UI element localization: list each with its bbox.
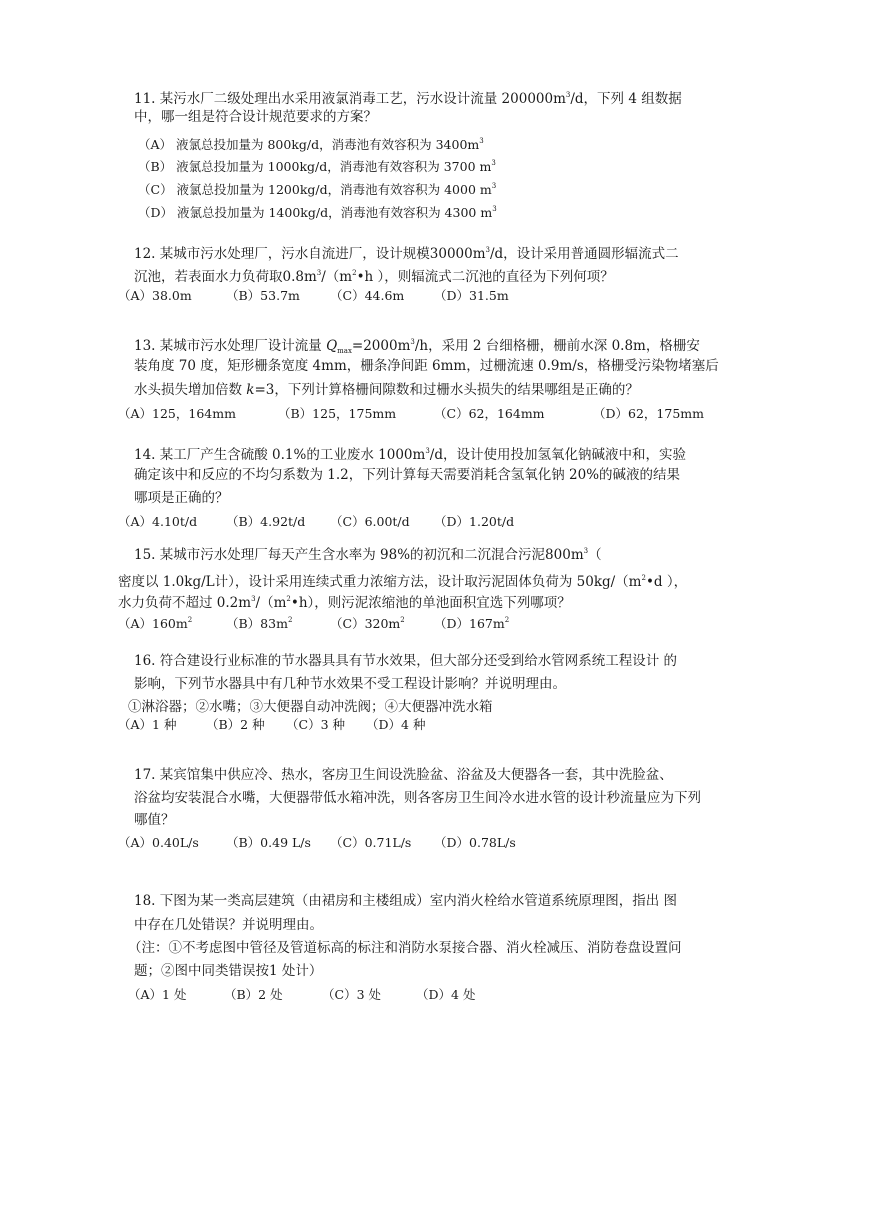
q14-line-3: 哪项是正确的？	[134, 490, 229, 506]
q12-option-a: （A）38.0m	[118, 288, 192, 303]
q16-options	[118, 716, 425, 734]
q14-option-c: （C）6.00t/d	[330, 514, 410, 529]
q16-line-2: 影响，下列节水器具中有几种节水效果不受工程设计影响？并说明理由。	[134, 676, 566, 692]
q14-option-d: （D）1.20t/d	[434, 514, 515, 529]
q15-option-a: $(A)160m^2$	[118, 616, 193, 631]
q11-option-d: （D） 液氯总投加量为 1400kg/d，消毒池有效容积为 4300 $m^3$	[138, 205, 497, 220]
q15-option-c: $(C)320m^2$	[330, 616, 405, 631]
q13-line-3: 水头损失增加倍数 k=3，下列计算格栅间隙数和过栅水头损失的结果哪组是正确的？	[134, 382, 639, 398]
q17-option-b: （B）0.49 L/s	[226, 835, 311, 850]
q15-line-2: 密度以 1.0kg/L计），设计采用连续式重力浓缩方法，设计取污泥固体负荷为 $50kg/(m^2•d$ ），	[118, 574, 688, 590]
q12-options	[118, 287, 509, 305]
q17-line-1: 17. 某宾馆集中供应冷、热水，客房卫生间设洗脸盆、浴盆及大便器各一套，其中洗脸盆、	[134, 767, 673, 783]
q16-option-d: （D）4 种	[366, 717, 426, 732]
q16-option-c: （C）3 种	[286, 717, 345, 732]
q18-line-2: 中存在几处错误？并说明理由。	[134, 917, 323, 933]
q17-option-a: （A）0.40L/s	[118, 835, 199, 850]
q17-options	[118, 834, 516, 852]
q18-option-c: （C）3 处	[322, 987, 381, 1002]
q13-line-2: 装角度 70 度，矩形栅条宽度 4mm，栅条净间距 6mm，过栅流速 0.9m/s，格栅受污染物堵塞后	[134, 358, 719, 374]
q13-option-b: （B）125，175mm	[278, 406, 397, 421]
q14-option-a: （A）4.10t/d	[118, 514, 198, 529]
q13-option-a: （A）125，164mm	[118, 406, 236, 421]
q13-option-c: （C）62，164mm	[434, 406, 545, 421]
q15-line-3: 水力负荷不超过 $0.2m^3/(m^2•h)$，则污泥浓缩池的单池面积宜选下列哪项？	[118, 595, 571, 611]
q17-line-2: 浴盆均安装混合水嘴，大便器带低水箱冲洗，则各客房卫生间冷水进水管的设计秒流量应为下列	[134, 790, 701, 806]
q11-line-1: 11. 某污水厂二级处理出水采用液氯消毒工艺，污水设计流量 $200000m^3/d$，下列 4 组数据	[134, 91, 682, 107]
q12-option-b: （B）53.7m	[226, 288, 300, 303]
q16-option-b: （B）2 种	[206, 717, 265, 732]
q17-line-3: 哪值？	[134, 812, 175, 828]
q12-line-2: 沉池，若表面水力负荷取$0.8m^3/(m^2•h$ ），则辐流式二沉池的直径为下列何项？	[134, 269, 614, 285]
q14-option-b: （B）4.92t/d	[226, 514, 306, 529]
q18-options	[128, 986, 475, 1004]
q13-line-1: 13. 某城市污水处理厂设计流量 $Q_{max}=2000m^3/h$，采用 2 台细格栅，栅前水深 0.8m，格栅安	[134, 338, 700, 355]
q18-option-a: （A）1 处	[128, 987, 187, 1002]
q14-options	[118, 513, 514, 531]
q11-option-a: （A） 液氯总投加量为 800kg/d，消毒池有效容积为 $3400m^3$	[138, 137, 484, 152]
q15-line-1: 15. 某城市污水处理厂每天产生含水率为 98%的初沉和二沉混合污泥$800m^3$（	[134, 547, 602, 563]
q12-option-c: （C）44.6m	[330, 288, 405, 303]
q13-option-d: （D）62，175mm	[593, 406, 704, 421]
q16-line-1: 16. 符合建设行业标准的节水器具具有节水效果，但大部分还受到给水管网系统工程设计 的	[134, 653, 678, 669]
q17-option-d: （D）0.78L/s	[434, 835, 516, 850]
q16-option-a: （A）1 种	[118, 717, 177, 732]
q17-option-c: （C）0.71L/s	[330, 835, 412, 850]
q16-line-3: ①淋浴器；②水嘴；③大便器自动冲洗阀；④大便器冲洗水箱	[128, 699, 493, 715]
q12-line-1: 12. 某城市污水处理厂，污水自流进厂，设计规模$30000m^3/d$，设计采用普通圆形辐流式二	[134, 246, 679, 262]
q14-line-2: 确定该中和反应的不均匀系数为 1.2，下列计算每天需要消耗含氢氧化钠 20%的碱液的结果	[134, 467, 681, 483]
q13-options	[118, 405, 704, 423]
q18-option-d: （D）4 处	[416, 987, 476, 1002]
q15-option-b: $(B)83m^2$	[226, 616, 293, 631]
q15-options	[118, 611, 509, 633]
q15-option-d: $(D)167m^2$	[434, 616, 510, 631]
q12-option-d: （D）31.5m	[434, 288, 509, 303]
q18-line-4: 题；②图中同类错误按1 处计）	[134, 963, 323, 979]
q18-line-1: 18. 下图为某一类高层建筑（由裙房和主楼组成）室内消火栓给水管道系统原理图，指出 图	[134, 893, 678, 909]
q18-option-b: （B）2 处	[224, 987, 283, 1002]
q11-option-c: （C） 液氯总投加量为 1200kg/d，消毒池有效容积为 4000 $m^3$	[138, 182, 497, 197]
q11-option-b: （B） 液氯总投加量为 1000kg/d，消毒池有效容积为 3700 $m^3$	[138, 159, 496, 174]
q11-line-2: 中，哪一组是符合设计规范要求的方案？	[134, 109, 377, 125]
q14-line-1: 14. 某工厂产生含硫酸 0.1%的工业废水 $1000m^3/d$，设计使用投加氢氧化钠碱液中和，实验	[134, 447, 686, 463]
q18-line-3: （注：①不考虑图中管径及管道标高的标注和消防水泵接合器、消火栓减压、消防卷盘设置问	[128, 940, 682, 956]
